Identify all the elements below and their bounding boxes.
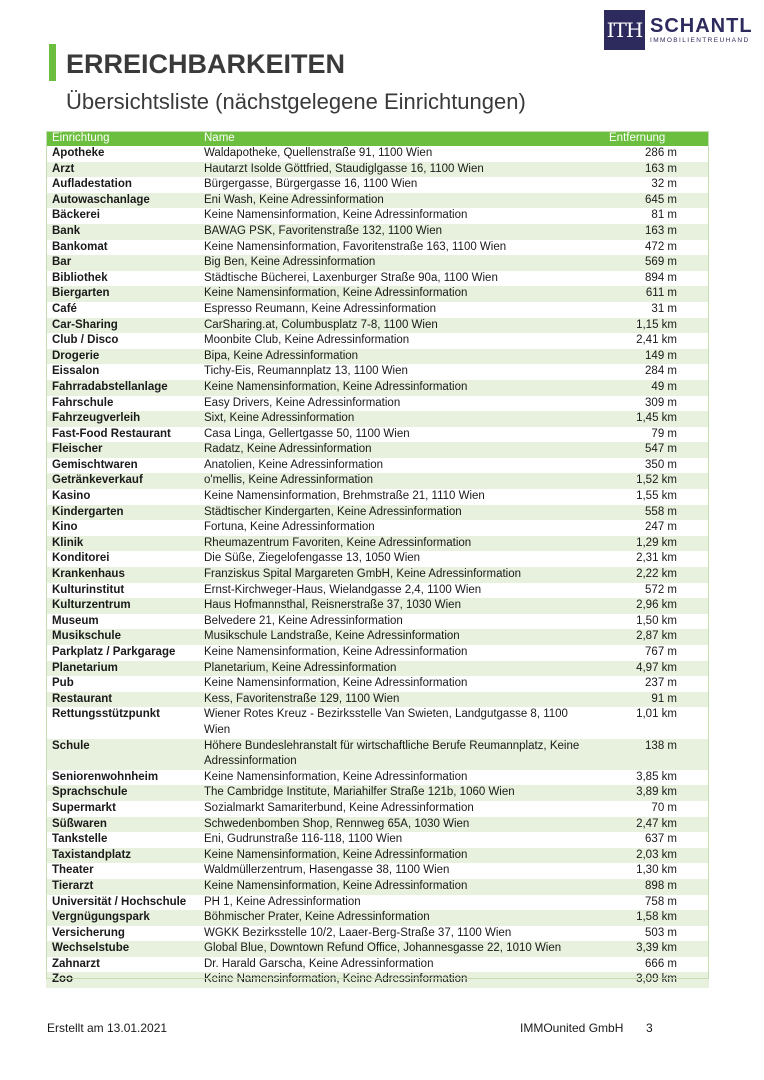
company-logo [604,10,753,50]
row-name: Keine Namensinformation, Keine Adressinformation [204,209,468,222]
row-facility: Bank [46,224,198,240]
row-distance: 767 m [645,646,677,658]
row-distance: 637 m [645,833,677,846]
table-row [46,941,709,957]
table-row [46,489,709,505]
row-distance: 898 m [601,879,709,895]
row-name: Städtische Bücherei, Laxenburger Straße 90a, 1100 Wien [204,271,498,284]
logo-mark: ITH [604,10,645,50]
table-row [46,520,709,536]
row-distance: 2,22 km [601,567,709,583]
row-name: PH 1, Keine Adressinformation [204,895,361,908]
table-row [46,505,709,521]
facilities-table [46,131,709,988]
row-name: Bipa, Keine Adressinformation [198,349,601,365]
row-facility: Club / Disco [52,334,119,347]
row-name: Die Süße, Ziegelofengasse 13, 1050 Wien [204,552,421,565]
row-name: Keine Namensinformation, Keine Adressinformation [198,380,601,396]
table-row [46,255,709,271]
table-row [46,411,709,427]
table-row [46,629,709,645]
row-name: Franziskus Spital Margareten GmbH, Keine Adressinformation [198,567,601,583]
table-row [46,598,709,614]
footer-created-date: Erstellt am 13.01.2021 [47,1021,168,1035]
row-facility: Wechselstube [46,941,198,957]
row-name: Keine Namensinformation, Keine Adressinformation [204,646,468,658]
row-facility: Eissalon [52,365,100,378]
row-name: CarSharing.at, Columbusplatz 7-8, 1100 Wien [198,318,601,334]
table-row [46,661,709,677]
table-row [46,240,709,256]
row-facility: Bäckerei [52,209,100,222]
row-facility: Rettungsstützpunkt [52,708,160,721]
logo-name: SCHANTL [650,15,753,37]
row-distance: 894 m [645,271,677,284]
row-distance: 163 m [601,162,709,178]
table-row [46,193,709,209]
table-row [46,926,709,942]
row-facility: Café [52,302,77,315]
row-distance: 1,58 km [601,910,709,926]
row-distance: 503 m [645,926,677,939]
row-distance: 81 m [651,209,677,222]
row-name: Dr. Harald Garscha, Keine Adressinformation [204,957,434,970]
row-facility: Fahrradabstellanlage [46,380,198,396]
row-facility: Car-Sharing [46,318,198,334]
table-row [46,832,709,848]
row-distance: 3,39 km [601,941,709,957]
table-row [46,770,709,786]
row-facility: Schule [46,739,198,770]
table-row [46,692,709,708]
table-body [46,146,709,988]
table-row [46,583,709,599]
table-row [46,801,709,817]
row-distance: 558 m [601,505,709,521]
row-name: Radatz, Keine Adressinformation [198,442,601,458]
table-row [46,146,709,162]
table-row [46,442,709,458]
table-row [46,910,709,926]
table-row [46,349,709,365]
row-facility: Parkplatz / Parkgarage [52,646,176,658]
row-name: The Cambridge Institute, Mariahilfer Straße 121b, 1060 Wien [198,785,601,801]
row-name: Keine Namensinformation, Keine Adressinformation [198,879,601,895]
row-distance: 3,89 km [601,785,709,801]
row-distance: 569 m [601,255,709,271]
row-distance: 2,47 km [601,817,709,833]
row-distance: 3,85 km [636,770,677,783]
row-distance: 1,15 km [601,318,709,334]
table-row [46,567,709,583]
row-distance: 79 m [651,427,677,440]
table-row [46,177,709,193]
row-name: Musikschule Landstraße, Keine Adressinformation [198,629,601,645]
row-distance: 149 m [601,349,709,365]
row-distance: 286 m [645,147,677,159]
row-name: Easy Drivers, Keine Adressinformation [204,396,401,409]
row-name: o'mellis, Keine Adressinformation [198,473,601,489]
row-name: Tichy-Eis, Reumannplatz 13, 1100 Wien [204,365,408,378]
table-row [46,676,709,692]
header-distance: Entfernung [601,131,709,146]
row-distance: 309 m [645,396,677,409]
table-row [46,271,709,287]
table-row [46,224,709,240]
row-distance: 472 m [645,240,677,253]
row-facility: Tierarzt [46,879,198,895]
table-row [46,895,709,911]
row-distance: 2,31 km [636,552,677,565]
row-facility: Kulturzentrum [46,598,198,614]
header-facility: Einrichtung [46,131,198,146]
table-row [46,458,709,474]
table-row [46,614,709,630]
row-name: Anatolien, Keine Adressinformation [204,458,383,471]
table-row [46,162,709,178]
logo-text [650,15,753,45]
table-row [46,817,709,833]
row-facility: Vergnügungspark [46,910,198,926]
row-name: Keine Namensinformation, Keine Adressinformation [198,286,601,302]
table-row [46,972,709,988]
table-row [46,208,709,224]
row-facility: Drogerie [46,349,198,365]
title-accent-bar [49,44,56,81]
row-distance: 1,50 km [636,614,677,627]
row-distance: 611 m [601,286,709,302]
row-facility: Krankenhaus [46,567,198,583]
row-facility: Sprachschule [46,785,198,801]
row-name: Eni Wash, Keine Adressinformation [198,193,601,209]
row-facility: Klinik [46,536,198,552]
table-row [46,707,709,738]
row-distance: 247 m [645,521,677,534]
table-row [46,848,709,864]
row-name: Wiener Rotes Kreuz - Bezirksstelle Van Swieten, Landgutgasse 8, 1100 Wien [204,708,568,736]
row-distance: 2,03 km [601,848,709,864]
row-name: Planetarium, Keine Adressinformation [198,661,601,677]
row-facility: Süßwaren [46,817,198,833]
row-name: Espresso Reumann, Keine Adressinformation [204,302,437,315]
row-distance: 2,41 km [636,334,677,347]
row-facility: Universität / Hochschule [52,895,187,908]
table-row [46,302,709,318]
row-distance: 91 m [601,692,709,708]
row-distance: 49 m [601,380,709,396]
row-facility: Versicherung [52,926,125,939]
row-distance: 2,96 km [601,598,709,614]
row-facility: Bar [46,255,198,271]
row-name: Keine Namensinformation, Keine Adressinformation [198,848,601,864]
row-distance: 1,45 km [601,411,709,427]
table-row [46,286,709,302]
row-name: Ernst-Kirchweger-Haus, Wielandgasse 2,4, 1100 Wien [204,583,482,596]
row-facility: Autowaschanlage [46,193,198,209]
row-name: Moonbite Club, Keine Adressinformation [204,334,410,347]
table-row [46,957,709,973]
row-name: Keine Namensinformation, Keine Adressinformation [204,770,468,783]
row-distance: 758 m [645,895,677,908]
row-facility: Restaurant [46,692,198,708]
row-name: Rheumazentrum Favoriten, Keine Adressinformation [198,536,601,552]
row-facility: Bankomat [52,240,108,253]
row-distance: 1,01 km [636,708,677,721]
row-name: Sozialmarkt Samariterbund, Keine Adressinformation [204,801,474,814]
row-facility: Bibliothek [52,271,108,284]
row-distance: 31 m [651,302,677,315]
footer-page-number: 3 [646,1021,653,1035]
row-name: BAWAG PSK, Favoritenstraße 132, 1100 Wien [198,224,601,240]
table-row [46,427,709,443]
footer-company: IMMOunited GmbH [520,1021,624,1035]
row-distance: 666 m [645,957,677,970]
row-name: Keine Namensinformation, Favoritenstraße 163, 1100 Wien [204,240,507,253]
row-facility: Kasino [52,490,91,503]
table-row [46,551,709,567]
table-row [46,396,709,412]
table-row [46,333,709,349]
row-distance: 1,52 km [601,473,709,489]
table-row [46,739,709,770]
row-facility: Seniorenwohnheim [52,770,159,783]
row-facility: Fahrschule [52,396,114,409]
table-row [46,785,709,801]
row-name: Keine Namensinformation, Brehmstraße 21, 1110 Wien [204,490,485,503]
row-name: Hautarzt Isolde Göttfried, Staudiglgasse 16, 1100 Wien [198,162,601,178]
row-name: Fortuna, Keine Adressinformation [204,521,375,534]
row-facility: Museum [52,614,99,627]
row-distance: 138 m [601,739,709,770]
row-distance: 3,09 km [601,972,709,988]
table-row [46,879,709,895]
table-row [46,318,709,334]
row-distance: 4,97 km [601,661,709,677]
row-name: Schwedenbomben Shop, Rennweg 65A, 1030 Wien [198,817,601,833]
row-distance: 1,30 km [636,864,677,877]
row-name: Kess, Favoritenstraße 129, 1100 Wien [198,692,601,708]
row-name: Waldapotheke, Quellenstraße 91, 1100 Wien [204,147,433,159]
row-name: Böhmischer Prater, Keine Adressinformation [198,910,601,926]
row-name: Belvedere 21, Keine Adressinformation [204,614,403,627]
row-facility: Kino [52,521,78,534]
row-name: WGKK Bezirksstelle 10/2, Laaer-Berg-Straße 37, 1100 Wien [204,926,512,939]
row-facility: Aufladestation [52,178,132,191]
row-name: Sixt, Keine Adressinformation [198,411,601,427]
row-facility: Fleischer [46,442,198,458]
table-row [46,380,709,396]
row-distance: 32 m [651,178,677,191]
row-facility: Theater [52,864,94,877]
row-name: Big Ben, Keine Adressinformation [198,255,601,271]
row-facility: Getränkeverkauf [46,473,198,489]
row-name: Höhere Bundeslehranstalt für wirtschaftliche Berufe Reumannplatz, Keine Adressinformation [198,739,601,770]
row-facility: Zahnarzt [52,957,100,970]
row-distance: 1,29 km [601,536,709,552]
row-facility: Kulturinstitut [52,583,125,596]
row-distance: 645 m [601,193,709,209]
table-row [46,536,709,552]
row-facility: Fahrzeugverleih [46,411,198,427]
row-facility: Zoo [46,972,198,988]
row-distance: 2,87 km [601,629,709,645]
row-distance: 1,55 km [636,490,677,503]
row-facility: Musikschule [46,629,198,645]
row-name: Global Blue, Downtown Refund Office, Johannesgasse 22, 1010 Wien [198,941,601,957]
row-facility: Taxistandplatz [46,848,198,864]
logo-subtitle: IMMOBILIENTREUHAND [650,37,750,44]
row-facility: Tankstelle [52,833,108,846]
row-name: Haus Hofmannsthal, Reisnerstraße 37, 1030 Wien [198,598,601,614]
row-distance: 163 m [601,224,709,240]
row-distance: 237 m [645,677,677,690]
row-distance: 350 m [645,458,677,471]
row-facility: Konditorei [52,552,110,565]
row-name: Städtischer Kindergarten, Keine Adressinformation [198,505,601,521]
row-distance: 547 m [601,442,709,458]
row-distance: 284 m [645,365,677,378]
row-facility: Supermarkt [52,801,116,814]
row-name: Waldmüllerzentrum, Hasengasse 38, 1100 Wien [204,864,450,877]
page-title: ERREICHBARKEITEN [66,49,346,79]
header-name: Name [198,131,601,146]
row-facility: Arzt [46,162,198,178]
row-name: Casa Linga, Gellertgasse 50, 1100 Wien [204,427,410,440]
table-header-row [46,131,709,146]
row-facility: Fast-Food Restaurant [52,427,171,440]
row-name: Eni, Gudrunstraße 116-118, 1100 Wien [204,833,403,846]
row-facility: Gemischtwaren [52,458,138,471]
row-facility: Pub [52,677,74,690]
row-facility: Biergarten [46,286,198,302]
row-facility: Apotheke [52,147,105,159]
row-name: Bürgergasse, Bürgergasse 16, 1100 Wien [204,178,418,191]
row-name: Keine Namensinformation, Keine Adressinformation [198,972,601,988]
table-row [46,364,709,380]
table-row [46,473,709,489]
row-distance: 70 m [651,801,677,814]
table-row [46,863,709,879]
row-name: Keine Namensinformation, Keine Adressinformation [204,677,468,690]
row-facility: Planetarium [46,661,198,677]
page-subtitle: Übersichtsliste (nächstgelegene Einrichtungen) [66,89,526,114]
row-facility: Kindergarten [46,505,198,521]
table-row [46,645,709,661]
row-distance: 572 m [645,583,677,596]
